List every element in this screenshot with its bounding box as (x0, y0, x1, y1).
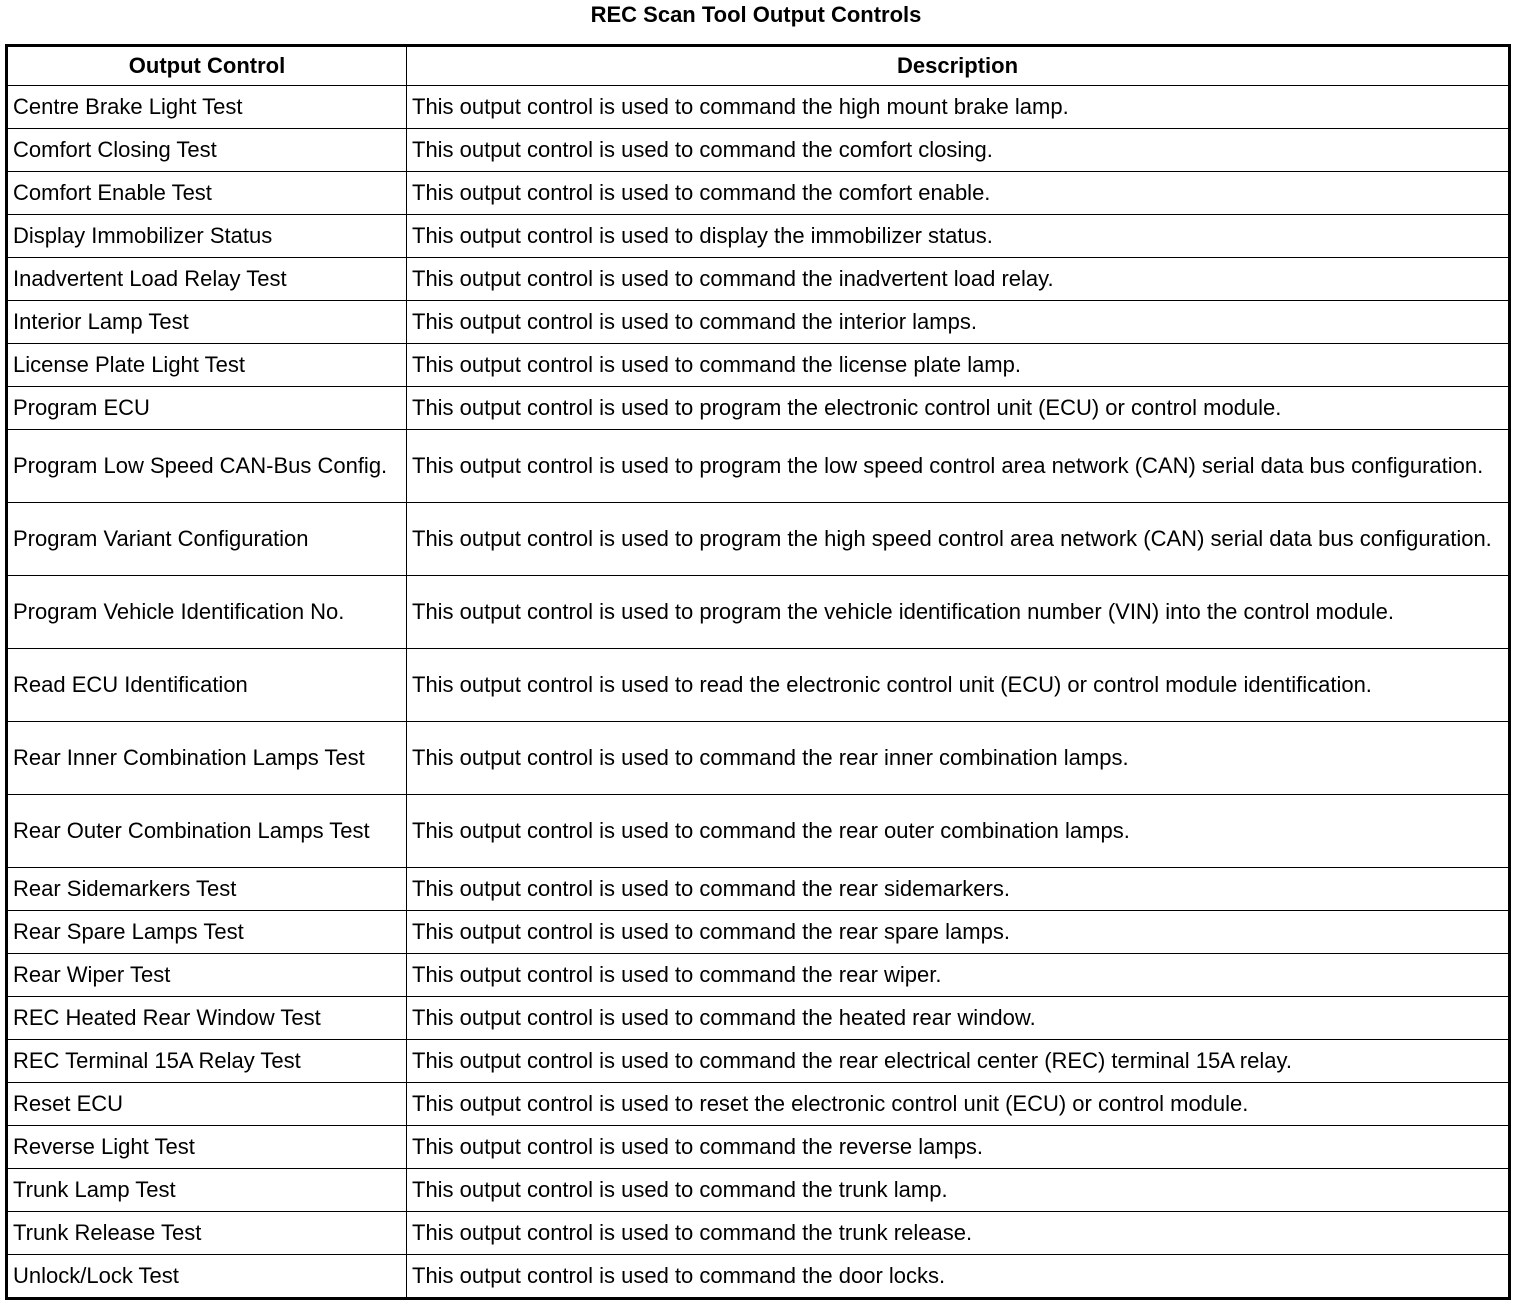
table-row (7, 1255, 1510, 1299)
output-control-cell: Rear Spare Lamps Test (7, 911, 407, 954)
table-row (7, 911, 1510, 954)
output-control-cell: Rear Inner Combination Lamps Test (7, 722, 407, 795)
table-row (7, 1083, 1510, 1126)
output-control-cell: Program Vehicle Identification No. (7, 576, 407, 649)
table-row (7, 795, 1510, 868)
description-cell: This output control is used to read the electronic control unit (ECU) or control module identification. (407, 649, 1510, 722)
output-control-cell: Trunk Release Test (7, 1212, 407, 1255)
output-control-cell: Centre Brake Light Test (7, 86, 407, 129)
table-row (7, 344, 1510, 387)
output-control-cell: Program Low Speed CAN-Bus Config. (7, 430, 407, 503)
description-cell: This output control is used to command the rear sidemarkers. (407, 868, 1510, 911)
description-cell: This output control is used to command the trunk release. (407, 1212, 1510, 1255)
output-control-cell: Program Variant Configuration (7, 503, 407, 576)
description-cell: This output control is used to command the rear spare lamps. (407, 911, 1510, 954)
table-row (7, 387, 1510, 430)
description-cell: This output control is used to command the inadvertent load relay. (407, 258, 1510, 301)
description-cell: This output control is used to display the immobilizer status. (407, 215, 1510, 258)
description-cell: This output control is used to command the rear inner combination lamps. (407, 722, 1510, 795)
table-header-row (7, 46, 1510, 86)
description-cell: This output control is used to program the electronic control unit (ECU) or control module. (407, 387, 1510, 430)
table-row (7, 215, 1510, 258)
description-cell: This output control is used to command the rear electrical center (REC) terminal 15A relay. (407, 1040, 1510, 1083)
output-control-cell: Comfort Closing Test (7, 129, 407, 172)
table-row (7, 649, 1510, 722)
table-row (7, 954, 1510, 997)
table-row (7, 430, 1510, 503)
output-control-cell: Rear Sidemarkers Test (7, 868, 407, 911)
table-row (7, 1169, 1510, 1212)
table-row (7, 86, 1510, 129)
table-row (7, 722, 1510, 795)
description-cell: This output control is used to command the door locks. (407, 1255, 1510, 1299)
description-cell: This output control is used to program the high speed control area network (CAN) serial data bus configuration. (407, 503, 1510, 576)
description-cell: This output control is used to command the interior lamps. (407, 301, 1510, 344)
output-control-cell: Comfort Enable Test (7, 172, 407, 215)
output-control-cell: Reverse Light Test (7, 1126, 407, 1169)
description-cell: This output control is used to program the vehicle identification number (VIN) into the control module. (407, 576, 1510, 649)
header-output-control: Output Control (7, 46, 407, 86)
output-control-cell: Read ECU Identification (7, 649, 407, 722)
output-control-cell: Interior Lamp Test (7, 301, 407, 344)
output-control-cell: Display Immobilizer Status (7, 215, 407, 258)
table-row (7, 503, 1510, 576)
description-cell: This output control is used to command the high mount brake lamp. (407, 86, 1510, 129)
table-row (7, 868, 1510, 911)
description-cell: This output control is used to program the low speed control area network (CAN) serial data bus configuration. (407, 430, 1510, 503)
document-title: REC Scan Tool Output Controls (590, 2, 922, 27)
output-control-cell: License Plate Light Test (7, 344, 407, 387)
output-control-cell: Unlock/Lock Test (7, 1255, 407, 1299)
table-row (7, 129, 1510, 172)
output-control-cell: Inadvertent Load Relay Test (7, 258, 407, 301)
table-row (7, 258, 1510, 301)
description-cell: This output control is used to command the heated rear window. (407, 997, 1510, 1040)
description-cell: This output control is used to command the comfort enable. (407, 172, 1510, 215)
description-cell: This output control is used to command the rear outer combination lamps. (407, 795, 1510, 868)
table-row (7, 576, 1510, 649)
table-row (7, 997, 1510, 1040)
description-cell: This output control is used to reset the electronic control unit (ECU) or control module. (407, 1083, 1510, 1126)
table-row (7, 172, 1510, 215)
output-controls-table (5, 44, 1511, 1300)
description-cell: This output control is used to command the trunk lamp. (407, 1169, 1510, 1212)
output-control-cell: REC Heated Rear Window Test (7, 997, 407, 1040)
header-description: Description (407, 46, 1510, 86)
description-cell: This output control is used to command the license plate lamp. (407, 344, 1510, 387)
output-control-cell: Rear Wiper Test (7, 954, 407, 997)
output-control-cell: Program ECU (7, 387, 407, 430)
table-row (7, 301, 1510, 344)
table-row (7, 1212, 1510, 1255)
description-cell: This output control is used to command the comfort closing. (407, 129, 1510, 172)
description-cell: This output control is used to command the rear wiper. (407, 954, 1510, 997)
table-row (7, 1040, 1510, 1083)
output-control-cell: Trunk Lamp Test (7, 1169, 407, 1212)
description-cell: This output control is used to command the reverse lamps. (407, 1126, 1510, 1169)
output-control-cell: Rear Outer Combination Lamps Test (7, 795, 407, 868)
output-control-cell: Reset ECU (7, 1083, 407, 1126)
output-control-cell: REC Terminal 15A Relay Test (7, 1040, 407, 1083)
table-row (7, 1126, 1510, 1169)
